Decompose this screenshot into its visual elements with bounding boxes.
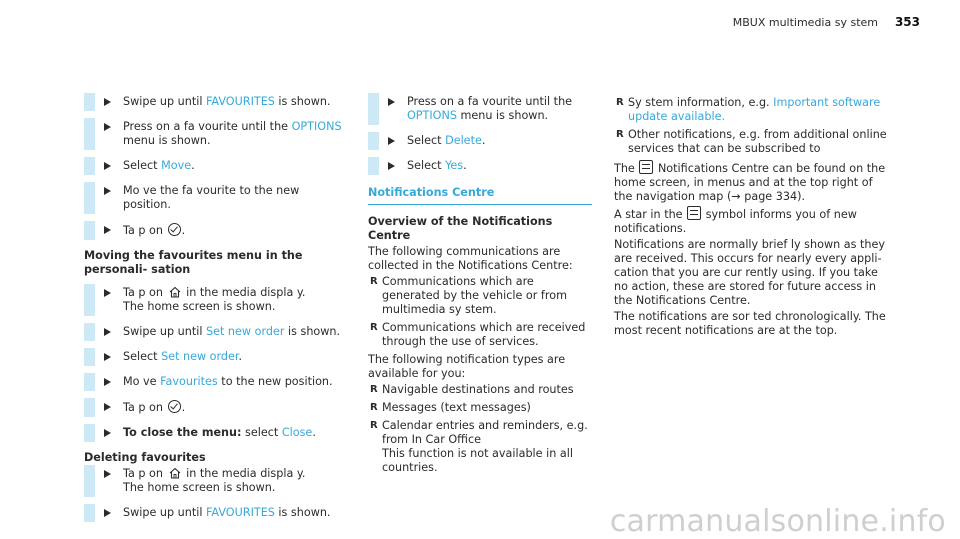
list-item: R Navigable destinations and routes bbox=[370, 383, 574, 396]
step: Ta p on . bbox=[84, 400, 346, 415]
step-arrow-icon bbox=[104, 328, 111, 336]
home-icon bbox=[169, 286, 181, 298]
column-2 bbox=[328, 95, 592, 479]
bullet-list bbox=[368, 275, 592, 349]
step-arrow-icon bbox=[104, 470, 111, 478]
home-icon bbox=[169, 467, 181, 479]
step-arrow-icon bbox=[104, 378, 111, 386]
step-list-a bbox=[84, 95, 346, 238]
column-3 bbox=[614, 95, 890, 340]
step-bar bbox=[84, 93, 95, 111]
step: Mo ve Favourites to the new position. bbox=[84, 375, 346, 389]
step-arrow-icon bbox=[104, 123, 111, 131]
heading-deleting: Deleting favourites bbox=[84, 451, 206, 464]
step-arrow-icon bbox=[104, 429, 111, 437]
step: Ta p on in the media displa y. The home screen is shown. bbox=[84, 286, 346, 314]
step: Swipe up until FAVOURITES is shown. bbox=[84, 506, 346, 520]
step-arrow-icon bbox=[104, 187, 111, 195]
step: Select Set new order. bbox=[84, 350, 346, 364]
step-arrow-icon bbox=[104, 162, 111, 170]
page-header bbox=[0, 16, 960, 32]
page-number: 353 bbox=[894, 15, 920, 29]
paragraph: The notifications are sor ted chronologically. The most recent notifications are at the top. bbox=[614, 310, 886, 337]
step-arrow-icon bbox=[104, 226, 111, 234]
step: Press on a fa vourite until the OPTIONS menu is shown. bbox=[84, 120, 346, 148]
bullet-list bbox=[368, 383, 592, 475]
step-arrow-icon bbox=[104, 98, 111, 106]
step: Ta p on in the media displa y. The home screen is shown. bbox=[84, 467, 346, 495]
list-item: R Communications which are received through the use of services. bbox=[370, 321, 586, 348]
notification-icon bbox=[687, 206, 701, 220]
paragraph: The Notifications Centre can be found on the home screen, in menus and at the top right of the navigation map (→ page 334). bbox=[614, 162, 886, 203]
watermark: carmanualsonline.info bbox=[609, 504, 946, 539]
step-arrow-icon bbox=[388, 137, 395, 145]
step-arrow-icon bbox=[388, 162, 395, 170]
confirm-check-icon bbox=[168, 400, 181, 413]
step: Press on a fa vourite until the OPTIONS menu is shown. bbox=[368, 95, 592, 123]
paragraph: Notifications are normally brief ly shown as they are received. This occurs for nearly every appli‐ cation that you are cur rently using. If you take no action, these are stored for future access in the Notifications Centre. bbox=[614, 238, 885, 307]
intro-text: The following communications are collected in the Notifications Centre: bbox=[368, 245, 573, 272]
step: Swipe up until Set new order is shown. bbox=[84, 325, 346, 339]
heading-moving: Moving the favourites menu in the personali‐ sation bbox=[84, 249, 303, 276]
step-arrow-icon bbox=[104, 509, 111, 517]
step-arrow-icon bbox=[388, 98, 395, 106]
step: Mo ve the fa vourite to the new position. bbox=[84, 184, 346, 212]
confirm-check-icon bbox=[168, 223, 181, 236]
step: Swipe up until FAVOURITES is shown. bbox=[84, 95, 346, 109]
step-arrow-icon bbox=[104, 403, 111, 411]
types-intro-text: The following notification types are available for you: bbox=[368, 353, 566, 380]
section-title: Notifications Centre bbox=[368, 186, 592, 205]
list-item: R Other notifications, e.g. from additional online services that can be subscribed to bbox=[616, 128, 887, 155]
step: Select Yes. bbox=[368, 159, 592, 173]
step-arrow-icon bbox=[104, 289, 111, 297]
overview-heading: Overview of the Notifications Centre bbox=[368, 215, 553, 242]
step-arrow-icon bbox=[104, 353, 111, 361]
list-item: R Communications which are generated by the vehicle or from multimedia sy stem. bbox=[370, 275, 567, 316]
column-1 bbox=[84, 95, 346, 531]
step: Ta p on . bbox=[84, 223, 346, 238]
bullet-list bbox=[614, 96, 890, 156]
step: Select Delete. bbox=[368, 134, 592, 148]
step: To close the menu: select Close. bbox=[84, 426, 346, 440]
paragraph: A star in the symbol informs you of new notifications. bbox=[614, 208, 857, 235]
list-item: R Messages (text messages) bbox=[370, 401, 531, 414]
list-item: R Calendar entries and reminders, e.g. from In Car Office This function is not available in all countries. bbox=[370, 419, 588, 474]
notification-icon bbox=[639, 160, 653, 174]
step: Select Move. bbox=[84, 159, 346, 173]
list-item: R Sy stem information, e.g. Important software update available. bbox=[616, 96, 881, 123]
header-section-title: MBUX multimedia sy stem bbox=[732, 16, 878, 29]
